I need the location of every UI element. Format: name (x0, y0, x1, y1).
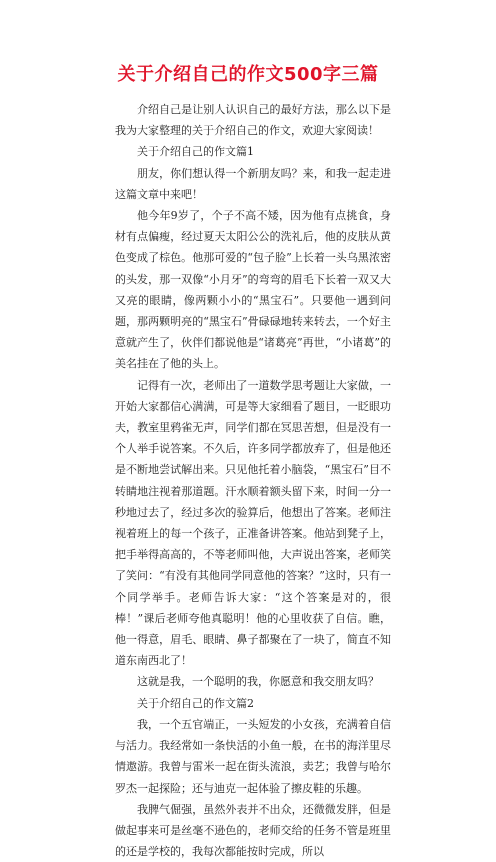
paragraph: 我，一个五官端正，一头短发的小女孩，充满着自信与活力。我经常如一条快活的小鱼一般，在书的海洋里尽情遨游。我曾与雷米一起在街头流浪，卖艺；我曾与哈尔罗杰一起探险；还与迪克一起体验了擦皮鞋的乐趣。 (115, 717, 391, 795)
section-heading-1: 关于介绍自己的作文篇1 (137, 145, 254, 159)
paragraph: 这就是我，一个聪明的我，你愿意和我交朋友吗？ (137, 675, 379, 689)
paragraph: 他今年9岁了，个子不高不矮，因为他有点挑食，身材有点偏瘦，经过夏天太阳公公的洗礼后，他的皮肤从黄色变成了棕色。他那可爱的“包子脸”上长着一头乌黑浓密的头发，那一双像“小月牙”的弯弯的眉毛下长着一双又大又亮的眼睛，像两颗小小的“黑宝石”。只要他一遇到问题，那两颗明亮的“黑宝石”骨碌碌地转来转去，一个好主意就产生了，伙伴们都说他是“诸葛亮”再世，“小诸葛”的美名挂在了他的头上。 (115, 209, 391, 371)
paragraph: 记得有一次，老师出了一道数学思考题让大家做，一开始大家都信心满满，可是等大家细看了题目，一眨眼功夫，教室里鸦雀无声，同学们都在冥思苦想，但是没有一个人举手说答案。不久后，许多同学都放弃了，但是他还是不断地尝试解出来。只见他托着小脑袋，“黑宝石”目不转睛地注视着那道题。汗水顺着额头留下来，时间一分一秒地过去了，经过多次的验算后，他想出了答案。老师注视着班上的每一个孩子，正准备讲答案。他站到凳子上，把手举得高高的，不等老师叫他，大声说出答案，老师笑了笑问：“有没有其他同学同意他的答案？”这时，只有一个同学举手。老师告诉大家：“这个答案是对的，很棒！”课后老师夸他真聪明！他的心里收获了自信。瞧，他一得意，眉毛、眼睛、鼻子都聚在了一块了，简直不知道东南西北了！ (115, 378, 391, 668)
intro-paragraph: 介绍自己是让别人认识自己的最好方法，那么以下是我为大家整理的关于介绍自己的作文，欢迎大家阅读！ (115, 103, 391, 138)
section-heading-2: 关于介绍自己的作文篇2 (137, 696, 254, 710)
paragraph: 我脾气倔强，虽然外表并不出众，还微微发胖，但是做起事来可是丝毫不逊色的，老师交给的任务不管是班里的还是学校的，我每次都能按时完成，所以 (115, 802, 391, 859)
document-body (115, 99, 391, 862)
paragraph: 朋友，你们想认得一个新朋友吗？来，和我一起走进这篇文章中来吧！ (115, 166, 391, 201)
document-title: 关于介绍自己的作文500字三篇 (117, 64, 379, 85)
